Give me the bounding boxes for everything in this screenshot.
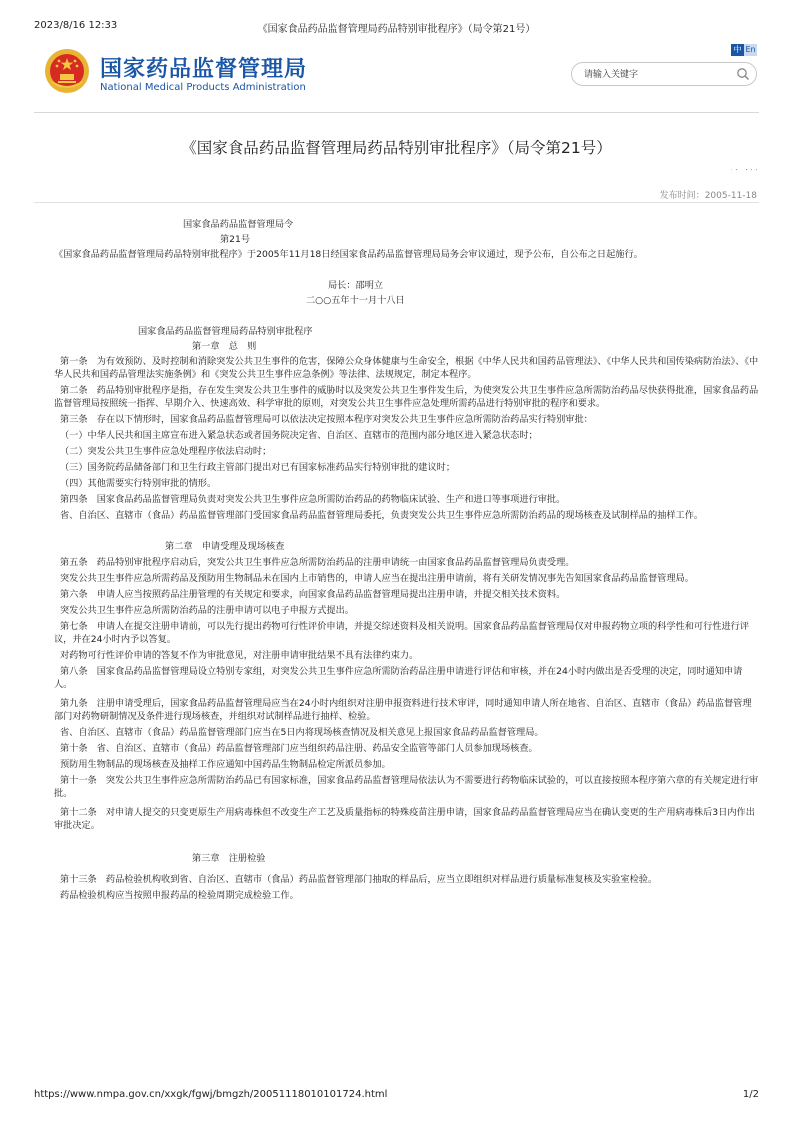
print-footer	[34, 1089, 759, 1103]
share-weibo-icon[interactable]	[746, 169, 747, 170]
content-paragraph: 第十条 省、自治区、直辖市（食品）药品监督管理部门应当组织药品注册、药品安全监管等部门人员参加现场核查。	[60, 743, 538, 754]
publish-date	[660, 188, 757, 201]
content-paragraph: 国家食品药品监督管理局令	[183, 219, 294, 230]
download-icon[interactable]	[731, 169, 732, 170]
content-paragraph: 第九条 注册申请受理后，国家食品药品监督管理局应当在24小时内组织对注册申报资料进行技术审评，同时通知申请人所在地省、自治区、直辖市（食品）药品监督管理部门对药物研制情况及条件进行现场核查，并组织对试制样品进行抽样、检验。	[54, 698, 752, 722]
content-paragraph: 第三条 存在以下情形时，国家食品药品监督管理局可以依法决定按照本程序对突发公共卫生事件应急所需防治药品实行特别审批：	[60, 414, 593, 425]
site-name-en[interactable]: National Medical Products Administration	[100, 82, 306, 93]
content-paragraph: 第十三条 药品检验机构收到省、自治区、直辖市（食品）药品监督管理部门抽取的样品后，应当立即组织对样品进行质量标准复核及实验室检验。	[60, 874, 658, 885]
article-tools	[731, 163, 757, 177]
print-datetime: 2023/8/16 12:33	[34, 20, 118, 31]
content-paragraph: 省、自治区、直辖市（食品）药品监督管理部门受国家食品药品监督管理局委托，负责突发公共卫生事件应急所需防治药品的现场核查及试制样品的抽样工作。	[60, 510, 704, 521]
share-qzone-icon[interactable]	[751, 169, 752, 170]
content-paragraph: 预防用生物制品的现场核查及抽样工作应通知中国药品生物制品检定所派员参加。	[60, 759, 391, 770]
share-wechat-icon[interactable]	[756, 169, 757, 170]
content-paragraph: 《国家食品药品监督管理局药品特别审批程序》于2005年11月18日经国家食品药品监督管理局局务会审议通过，现予公布，自公布之日起施行。	[54, 249, 643, 260]
print-url[interactable]: https://www.nmpa.gov.cn/xxgk/fgwj/bmgzh/20051118010101724.html	[34, 1089, 388, 1100]
content-paragraph: 局长：邵明立	[328, 280, 384, 291]
content-paragraph: （三）国务院药品储备部门和卫生行政主管部门提出对已有国家标准药品实行特别审批的建议时；	[60, 462, 456, 473]
lang-zh-button[interactable]: 中	[731, 44, 744, 56]
article-title: 《国家食品药品监督管理局药品特别审批程序》（局令第21号）	[181, 139, 612, 157]
content-paragraph: 药品检验机构应当按照申报药品的检验周期完成检验工作。	[60, 890, 299, 901]
content-paragraph: 省、自治区、直辖市（食品）药品监督管理部门应当在5日内将现场核查情况及相关意见上报国家食品药品监督管理局。	[60, 727, 544, 738]
content-paragraph: 第一条 为有效预防、及时控制和消除突发公共卫生事件的危害，保障公众身体健康与生命安全，根据《中华人民共和国药品管理法》、《中华人民共和国传染病防治法》、《中华人民共和国药品管理法实施条例》和《突发公共卫生事件应急条例》等法律、法规规定，制定本程序。	[54, 356, 759, 380]
content-paragraph: 突发公共卫生事件应急所需药品及预防用生物制品未在国内上市销售的，申请人应当在提出注册申请前，将有关研发情况事先告知国家食品药品监督管理局。	[60, 573, 694, 584]
print-icon[interactable]	[736, 169, 737, 170]
content-paragraph: 第五条 药品特别审批程序启动后，突发公共卫生事件应急所需防治药品的注册申请统一由国家食品药品监督管理局负责受理。	[60, 557, 575, 568]
print-page-title: 《国家食品药品监督管理局药品特别审批程序》（局令第21号）	[257, 24, 536, 35]
content-paragraph: （一）中华人民共和国主席宣布进入紧急状态或者国务院决定省、自治区、直辖市的范围内部分地区进入紧急状态时；	[60, 430, 538, 441]
content-paragraph: 突发公共卫生事件应急所需防治药品的注册申请可以电子申报方式提出。	[60, 605, 354, 616]
national-emblem-icon[interactable]	[44, 48, 90, 94]
content-paragraph: 第六条 申请人应当按照药品注册管理的有关规定和要求，向国家食品药品监督管理局提出注册申请，并提交相关技术资料。	[60, 589, 566, 600]
content-paragraph: （二）突发公共卫生事件应急处理程序依法启动时；	[60, 446, 272, 457]
search-input[interactable]	[584, 67, 734, 82]
content-paragraph: 对药物可行性评价申请的答复不作为审批意见，对注册申请审批结果不具有法律约束力。	[60, 650, 419, 661]
content-paragraph: 第十二条 对申请人提交的只变更原生产用病毒株但不改变生产工艺及质量指标的特殊疫苗注册申请，国家食品药品监督管理局应当在确认变更的生产用病毒株后3日内作出审批决定。	[54, 807, 755, 831]
content-paragraph: 第七条 申请人在提交注册申请前，可以先行提出药物可行性评价申请，并提交综述资料及相关说明。国家食品药品监督管理局仅对申报药物立项的科学性和可行性进行评议，并在24小时内予以答复。	[54, 621, 750, 645]
lang-en-button[interactable]: En	[745, 45, 756, 54]
publish-date-label: 发布时间：	[659, 191, 705, 201]
header-divider	[34, 112, 759, 113]
content-paragraph: 国家食品药品监督管理局药品特别审批程序	[138, 326, 313, 337]
content-paragraph: （四）其他需要实行特别审批的情形。	[60, 478, 217, 489]
content-paragraph: 第二章 申请受理及现场核查	[165, 541, 285, 552]
site-header	[36, 42, 757, 112]
content-paragraph: 第三章 注册检验	[192, 853, 266, 864]
search-icon[interactable]	[736, 67, 750, 81]
content-paragraph: 二○○五年十一月十八日	[306, 295, 405, 306]
content-paragraph: 第21号	[220, 234, 251, 245]
content-paragraph: 第十一条 突发公共卫生事件应急所需防治药品已有国家标准，国家食品药品监督管理局依法认为不需要进行药物临床试验的，可以直接按照本程序第六章的有关规定进行审批。	[54, 775, 759, 799]
search-box	[571, 62, 757, 86]
language-switch	[731, 44, 757, 56]
publish-date-value: 2005-11-18	[704, 191, 757, 201]
content-paragraph: 第四条 国家食品药品监督管理局负责对突发公共卫生事件应急所需防治药品的药物临床试验、生产和进口等事项进行审批。	[60, 494, 566, 505]
content-divider	[34, 202, 759, 203]
article-content	[54, 218, 760, 902]
content-paragraph: 第八条 国家食品药品监督管理局设立特别专家组，对突发公共卫生事件应急所需防治药品注册申请进行评估和审核，并在24小时内做出是否受理的决定，同时通知申请人。	[54, 666, 743, 690]
site-name-cn[interactable]: 国家药品监督管理局	[100, 57, 308, 82]
print-page-number: 1/2	[742, 1089, 759, 1100]
print-header	[34, 20, 759, 34]
content-paragraph: 第二条 药品特别审批程序是指，存在发生突发公共卫生事件的威胁时以及突发公共卫生事件发生后，为使突发公共卫生事件应急所需防治药品尽快获得批准，国家食品药品监督管理局按照统一指挥、早期介入、快速高效、科学审批的原则，对突发公共卫生事件应急处理所需药品进行特别审批的程序和要求。	[54, 385, 759, 409]
content-paragraph: 第一章 总 则	[192, 341, 257, 352]
